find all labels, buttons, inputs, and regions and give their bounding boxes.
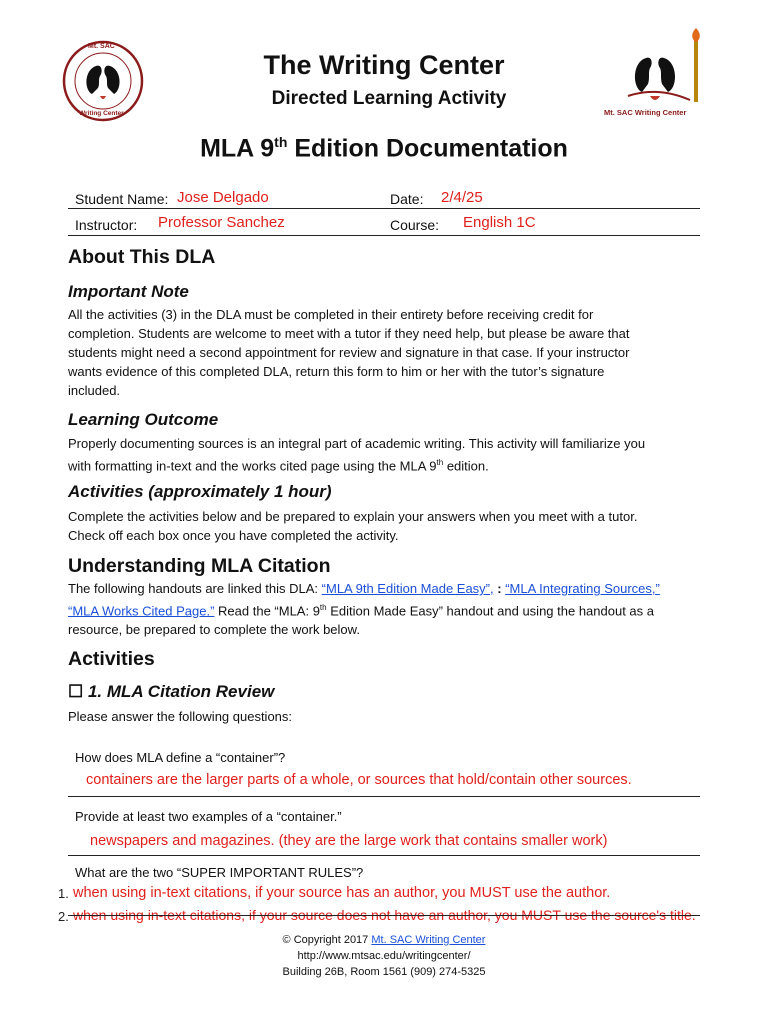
note-line: students might need a second appointment for review and signature in that case. If your instructor xyxy=(68,345,630,360)
understanding-line: resource, be prepared to complete the work below. xyxy=(68,622,360,638)
question-2: Provide at least two examples of a “container.” xyxy=(75,809,342,824)
activities-time-heading: Activities (approximately 1 hour) xyxy=(68,482,332,501)
question-3: What are the two “SUPER IMPORTANT RULES”? xyxy=(75,865,364,880)
outcome-line xyxy=(68,453,698,475)
doc-title-pre: MLA 9 xyxy=(200,134,275,163)
answer-3-rule xyxy=(68,915,700,916)
rule-1-answer[interactable]: when using in-text citations, if your source has an author, you MUST use the author. xyxy=(73,885,611,901)
activity-1-title: 1. MLA Citation Review xyxy=(83,682,275,701)
page-subtitle: Directed Learning Activity xyxy=(271,88,507,109)
outcome-line2-post: edition. xyxy=(443,458,489,474)
doc-title-sup: th xyxy=(274,134,288,150)
seal-text-top: Mt. SAC xyxy=(88,43,115,50)
student-name-label: Student Name: xyxy=(75,191,169,207)
mla-works-cited-link[interactable]: “MLA Works Cited Page.” xyxy=(68,603,215,619)
understanding-line1-pre: The following handouts are linked this DLA: xyxy=(68,581,322,596)
writing-center-link[interactable]: Mt. SAC Writing Center xyxy=(371,934,486,946)
date-value[interactable]: 2/4/25 xyxy=(441,189,483,206)
seal-text-bottom: Writing Center xyxy=(79,110,124,117)
answer-1-rule xyxy=(68,796,700,797)
understanding-line2-post: Edition Made Easy” handout and using the handout as a xyxy=(326,603,654,619)
note-line: completion. Students are welcome to meet with a tutor if they need help, but please be aware that xyxy=(68,326,630,341)
course-value[interactable]: English 1C xyxy=(463,214,536,231)
outcome-line2-sup: th xyxy=(436,458,444,467)
understanding-text xyxy=(68,579,698,639)
rule-2-answer[interactable]: when using in-text citations, if your source does not have an author, you MUST use the source's title. xyxy=(73,907,696,923)
form-rule-2 xyxy=(68,235,700,236)
understanding-line xyxy=(68,598,698,620)
instructor-value[interactable]: Professor Sanchez xyxy=(158,214,285,231)
doc-title-post: Edition Documentation xyxy=(287,134,568,163)
important-note-heading: Important Note xyxy=(68,282,189,301)
answer-2-rule xyxy=(68,855,700,856)
activities-heading: Activities xyxy=(68,648,155,670)
right-logo-caption: Mt. SAC Writing Center xyxy=(604,108,687,117)
form-rule-1 xyxy=(68,208,700,209)
outcome-line2-pre: with formatting in-text and the works cited page using the MLA 9 xyxy=(68,458,437,474)
understanding-line xyxy=(68,579,698,598)
answer-1[interactable]: containers are the larger parts of a whole, or sources that hold/contain other sources. xyxy=(86,772,632,788)
copyright-text: © Copyright 2017 xyxy=(282,934,372,946)
activity-1-checkbox[interactable]: ☐ xyxy=(68,682,84,701)
learning-outcome-text xyxy=(68,434,698,475)
activities-line: Complete the activities below and be prepared to explain your answers when you meet with a tutor. xyxy=(68,509,638,524)
activities-line: Check off each box once you have completed the activity. xyxy=(68,528,399,543)
rule-2-number: 2. xyxy=(58,909,69,924)
answer-2[interactable]: newspapers and magazines. (they are the large work that contains smaller work) xyxy=(90,833,608,849)
document-title xyxy=(0,134,768,163)
footer xyxy=(0,932,768,980)
link-separator: : xyxy=(493,581,506,596)
note-line: All the activities (3) in the DLA must be completed in their entirety before receiving credit for xyxy=(68,307,594,322)
understanding-line2-mid: Read the “MLA: 9 xyxy=(214,603,320,619)
note-line: wants evidence of this completed DLA, return this form to him or her with the tutor’s signature xyxy=(68,364,605,379)
footer-address: Building 26B, Room 1561 (909) 274-5325 xyxy=(282,966,486,978)
student-name-value[interactable]: Jose Delgado xyxy=(177,189,269,206)
note-line: included. xyxy=(68,383,121,398)
question-1: How does MLA define a “container”? xyxy=(75,750,286,765)
activity-1-heading xyxy=(68,682,274,702)
understanding-heading: Understanding MLA Citation xyxy=(68,555,331,577)
activity-instructions: Please answer the following questions: xyxy=(68,709,293,724)
date-label: Date: xyxy=(390,191,424,207)
rule-1-number: 1. xyxy=(58,886,69,901)
important-note-text xyxy=(68,305,698,400)
about-heading: About This DLA xyxy=(68,246,216,268)
outcome-line: Properly documenting sources is an integral part of academic writing. This activity will familiarize you xyxy=(68,436,646,451)
course-label: Course: xyxy=(390,217,440,233)
footer-copyright xyxy=(0,932,768,948)
footer-url: http://www.mtsac.edu/writingcenter/ xyxy=(297,950,471,962)
page-title: The Writing Center xyxy=(263,50,505,80)
learning-outcome-heading: Learning Outcome xyxy=(68,410,219,429)
instructor-label: Instructor: xyxy=(75,217,138,233)
understanding-line2-sup: th xyxy=(319,603,327,612)
mla-made-easy-link[interactable]: “MLA 9th Edition Made Easy”, xyxy=(321,581,494,596)
mla-integrating-sources-link[interactable]: “MLA Integrating Sources,” xyxy=(505,581,660,596)
activities-intro-text xyxy=(68,507,698,545)
